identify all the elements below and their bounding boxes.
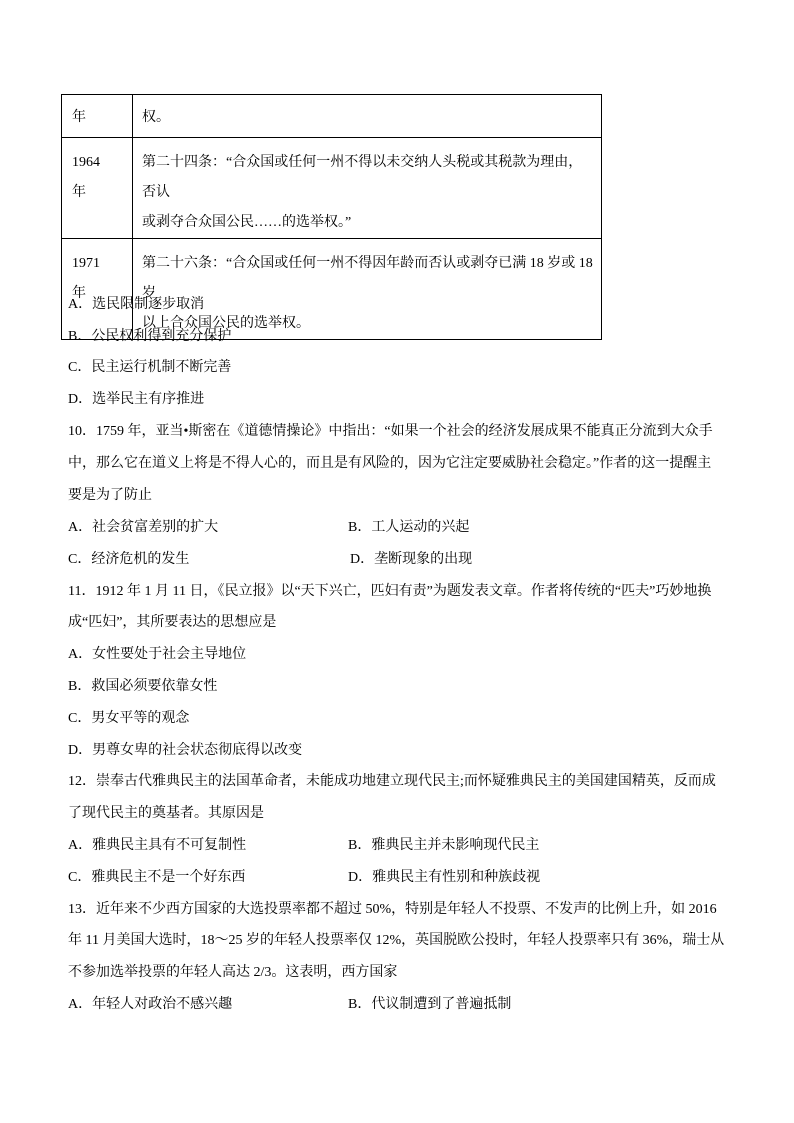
- table-row: [62, 95, 602, 138]
- q10-option-d: D．垄断现象的出现: [350, 552, 473, 567]
- q13-option-b: B．代议制遭到了普遍抵制: [348, 997, 512, 1012]
- q12-stem: 12．崇奉古代雅典民主的法国革命者，未能成功地建立现代民主;而怀疑雅典民主的美国建国精英，反而成: [68, 774, 716, 789]
- year-cell: [62, 138, 133, 239]
- year-suffix: 年: [72, 286, 86, 301]
- amendment-text: 或剥夺合众国公民……的选举权。”: [142, 215, 352, 230]
- year-cell: [62, 239, 133, 340]
- q10-option-b: B．工人运动的兴起: [348, 520, 470, 535]
- year-text: 年: [72, 110, 86, 125]
- q12-option-d: D．雅典民主有性别和种族歧视: [348, 870, 541, 885]
- q11-stem: 成“匹妇”，其所要表达的思想应是: [68, 615, 277, 630]
- q10-stem: 要是为了防止: [68, 488, 152, 503]
- amendment-cell: [133, 95, 602, 138]
- amendment-cell: [133, 239, 602, 340]
- q11-option-d: D．男尊女卑的社会状态彻底得以改变: [68, 743, 303, 758]
- year-cell: [62, 95, 133, 138]
- table-row: [62, 239, 602, 340]
- q11-option-a: A．女性要处于社会主导地位: [68, 647, 247, 662]
- q9-option-b: B．公民权利得到充分保护: [68, 329, 232, 344]
- table-row: [62, 138, 602, 239]
- q13-stem: 13．近年来不少西方国家的大选投票率都不超过 50%，特别是年轻人不投票、不发声的比例上升，如 2016: [68, 902, 717, 917]
- year-text: 1971: [72, 256, 100, 271]
- q9-option-a: A．选民限制逐步取消: [68, 297, 205, 312]
- q13-option-a: A．年轻人对政治不感兴趣: [68, 997, 233, 1012]
- q12-option-c: C．雅典民主不是一个好东西: [68, 870, 246, 885]
- q12-stem: 了现代民主的奠基者。其原因是: [68, 806, 264, 821]
- q11-option-c: C．男女平等的观念: [68, 711, 190, 726]
- q11-option-b: B．救国必须要依靠女性: [68, 679, 218, 694]
- year-suffix: 年: [72, 185, 86, 200]
- q13-stem: 不参加选举投票的年轻人高达 2/3。这表明，西方国家: [68, 965, 398, 980]
- q10-stem: 10．1759 年，亚当•斯密在《道德情操论》中指出：“如果一个社会的经济发展成果不能真正分流到大众手: [68, 424, 713, 439]
- q12-option-a: A．雅典民主具有不可复制性: [68, 838, 247, 853]
- q10-stem: 中，那么它在道义上将是不得人心的，而且是有风险的，因为它注定要威胁社会稳定。”作者的这一提醒主: [68, 456, 712, 471]
- amendment-text: 以上合众国公民的选举权。: [142, 316, 310, 331]
- year-text: 1964: [72, 155, 100, 170]
- amendment-text: 第二十六条：“合众国或任何一州不得因年龄而否认或剥夺已满 18 岁或 18 岁: [142, 256, 593, 301]
- q10-option-c: C．经济危机的发生: [68, 552, 190, 567]
- q9-option-d: D．选举民主有序推进: [68, 392, 205, 407]
- q13-stem: 年 11 月美国大选时，18～25 岁的年轻人投票率仅 12%，英国脱欧公投时，年轻人投票率只有 36%，瑞士从: [68, 933, 725, 948]
- q12-option-b: B．雅典民主并未影响现代民主: [348, 838, 540, 853]
- q9-option-c: C．民主运行机制不断完善: [68, 360, 232, 375]
- amendment-text: 权。: [142, 110, 170, 125]
- amendment-cell: [133, 138, 602, 239]
- amendment-text: 第二十四条：“合众国或任何一州不得以未交纳人头税或其税款为理由，否认: [142, 155, 583, 200]
- q11-stem: 11．1912 年 1 月 11 日，《民立报》以“天下兴亡，匹妇有责”为题发表文章。作者将传统的“匹夫”巧妙地换: [68, 584, 712, 599]
- q10-option-a: A．社会贫富差别的扩大: [68, 520, 219, 535]
